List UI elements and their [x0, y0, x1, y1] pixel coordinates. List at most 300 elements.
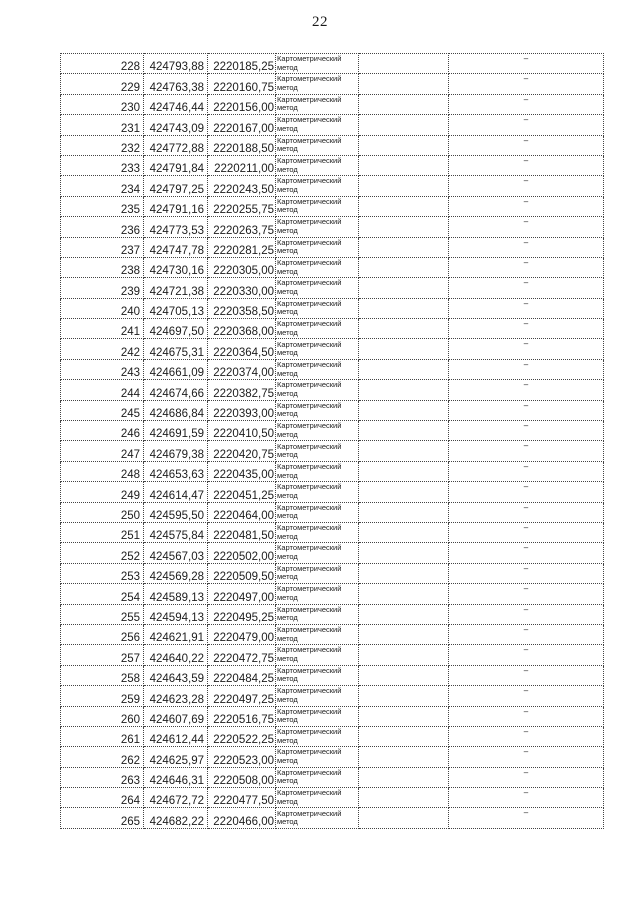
coordinate-y: 2220368,00 — [208, 319, 276, 339]
point-number: 253 — [61, 563, 144, 583]
method-label-line2: метод — [277, 531, 298, 541]
method-cell — [276, 94, 359, 114]
point-number: 241 — [61, 319, 144, 339]
coordinate-x: 424614,47 — [144, 482, 208, 502]
coordinate-y: 2220497,25 — [208, 686, 276, 706]
method-cell — [276, 237, 359, 257]
page-number: 22 — [312, 14, 328, 30]
table-row — [61, 706, 604, 726]
coordinate-y: 2220410,50 — [208, 421, 276, 441]
empty-cell — [359, 339, 449, 359]
note-cell: – — [449, 421, 604, 441]
note-cell: – — [449, 604, 604, 624]
note-cell: – — [449, 706, 604, 726]
coordinate-x: 424791,84 — [144, 155, 208, 175]
note-cell: – — [449, 767, 604, 787]
coordinate-y: 2220374,00 — [208, 359, 276, 379]
method-label-line2: метод — [277, 225, 298, 235]
method-label-line1: Картометрический — [277, 258, 342, 267]
coordinate-y: 2220185,25 — [208, 54, 276, 74]
table-row — [61, 604, 604, 624]
method-cell — [276, 176, 359, 196]
point-number: 242 — [61, 339, 144, 359]
note-cell: – — [449, 298, 604, 318]
method-cell — [276, 461, 359, 481]
note-cell: – — [449, 788, 604, 808]
table-row — [61, 257, 604, 277]
method-cell — [276, 706, 359, 726]
method-label-line2: метод — [277, 409, 298, 419]
note-cell: – — [449, 645, 604, 665]
note-cell: – — [449, 543, 604, 563]
point-number: 264 — [61, 788, 144, 808]
method-label-line1: Картометрический — [277, 54, 342, 64]
method-cell — [276, 624, 359, 644]
method-cell — [276, 278, 359, 298]
method-label-line2: метод — [277, 511, 298, 521]
empty-cell — [359, 257, 449, 277]
empty-cell — [359, 278, 449, 298]
empty-cell — [359, 135, 449, 155]
method-label-line2: метод — [277, 286, 298, 296]
coordinate-y: 2220211,00 — [208, 155, 276, 175]
coordinate-x: 424675,31 — [144, 339, 208, 359]
method-label-line2: метод — [277, 755, 298, 765]
method-label-line1: Картометрический — [277, 461, 342, 471]
coordinate-x: 424567,03 — [144, 543, 208, 563]
method-label-line1: Картометрический — [277, 278, 342, 288]
method-cell — [276, 421, 359, 441]
point-number: 237 — [61, 237, 144, 257]
method-label-line1: Картометрический — [277, 298, 342, 308]
point-number: 240 — [61, 298, 144, 318]
method-label-line1: Картометрический — [277, 94, 342, 104]
method-label-line1: Картометрический — [277, 604, 342, 614]
empty-cell — [359, 155, 449, 175]
table-row — [61, 788, 604, 808]
method-label-line2: метод — [277, 735, 298, 745]
note-cell: – — [449, 278, 604, 298]
empty-cell — [359, 788, 449, 808]
empty-cell — [359, 645, 449, 665]
coordinate-y: 2220466,00 — [208, 808, 276, 828]
method-cell — [276, 788, 359, 808]
coordinate-y: 2220508,00 — [208, 767, 276, 787]
empty-cell — [359, 747, 449, 767]
point-number: 239 — [61, 278, 144, 298]
coordinate-y: 2220495,25 — [208, 604, 276, 624]
coordinate-x: 424621,91 — [144, 624, 208, 644]
point-number: 254 — [61, 584, 144, 604]
coordinate-y: 2220420,75 — [208, 441, 276, 461]
method-cell — [276, 54, 359, 74]
note-cell: – — [449, 584, 604, 604]
empty-cell — [359, 502, 449, 522]
method-cell — [276, 298, 359, 318]
note-cell: – — [449, 400, 604, 420]
coordinate-y: 2220484,25 — [208, 665, 276, 685]
method-cell — [276, 319, 359, 339]
note-cell: – — [449, 441, 604, 461]
method-label-line1: Картометрический — [277, 319, 342, 329]
note-cell: – — [449, 624, 604, 644]
note-cell: – — [449, 482, 604, 502]
empty-cell — [359, 665, 449, 685]
point-number: 248 — [61, 461, 144, 481]
point-number: 228 — [61, 54, 144, 74]
method-cell — [276, 808, 359, 828]
note-cell: – — [449, 522, 604, 542]
point-number: 230 — [61, 94, 144, 114]
note-cell: – — [449, 237, 604, 257]
coordinate-y: 2220156,00 — [208, 94, 276, 114]
method-cell — [276, 645, 359, 665]
empty-cell — [359, 686, 449, 706]
method-label-line2: метод — [277, 327, 298, 337]
coordinate-y: 2220393,00 — [208, 400, 276, 420]
point-number: 250 — [61, 502, 144, 522]
coordinate-x: 424589,13 — [144, 584, 208, 604]
method-cell — [276, 584, 359, 604]
table-row — [61, 217, 604, 237]
note-cell: – — [449, 339, 604, 359]
coordinate-x: 424793,88 — [144, 54, 208, 74]
method-label-line1: Картометрический — [277, 74, 342, 84]
point-number: 245 — [61, 400, 144, 420]
method-cell — [276, 217, 359, 237]
method-label-line2: метод — [277, 205, 298, 215]
table-row — [61, 421, 604, 441]
point-number: 243 — [61, 359, 144, 379]
coordinate-x: 424643,59 — [144, 665, 208, 685]
table-row — [61, 767, 604, 787]
method-cell — [276, 196, 359, 216]
method-label-line1: Картометрический — [277, 563, 342, 573]
point-number: 235 — [61, 196, 144, 216]
method-label-line1: Картометрический — [277, 441, 342, 451]
point-number: 249 — [61, 482, 144, 502]
method-label-line1: Картометрический — [277, 339, 342, 349]
empty-cell — [359, 237, 449, 257]
method-label-line2: метод — [277, 592, 298, 602]
method-label-line2: метод — [277, 266, 298, 276]
note-cell: – — [449, 808, 604, 828]
note-cell: – — [449, 196, 604, 216]
coordinates-table — [60, 53, 604, 829]
method-label-line2: метод — [277, 694, 298, 704]
table-row — [61, 94, 604, 114]
table-row — [61, 808, 604, 828]
coordinate-x: 424661,09 — [144, 359, 208, 379]
note-cell: – — [449, 115, 604, 135]
coordinate-y: 2220364,50 — [208, 339, 276, 359]
method-cell — [276, 339, 359, 359]
coordinate-x: 424697,50 — [144, 319, 208, 339]
method-cell — [276, 380, 359, 400]
note-cell: – — [449, 502, 604, 522]
method-label-line1: Картометрический — [277, 176, 342, 186]
method-label-line2: метод — [277, 817, 298, 827]
coordinate-x: 424623,28 — [144, 686, 208, 706]
coordinate-y: 2220255,75 — [208, 196, 276, 216]
point-number: 244 — [61, 380, 144, 400]
table-row — [61, 237, 604, 257]
coordinate-x: 424612,44 — [144, 726, 208, 746]
method-label-line2: метод — [277, 307, 298, 317]
method-label-line2: метод — [277, 62, 298, 72]
point-number: 263 — [61, 767, 144, 787]
empty-cell — [359, 482, 449, 502]
empty-cell — [359, 359, 449, 379]
method-cell — [276, 767, 359, 787]
table-row — [61, 441, 604, 461]
table-row — [61, 543, 604, 563]
coordinate-x: 424791,16 — [144, 196, 208, 216]
table-row — [61, 645, 604, 665]
note-cell: – — [449, 135, 604, 155]
table-row — [61, 563, 604, 583]
note-cell: – — [449, 257, 604, 277]
coordinate-y: 2220481,50 — [208, 522, 276, 542]
method-label-line1: Картометрический — [277, 726, 342, 736]
method-label-line2: метод — [277, 715, 298, 725]
method-label-line1: Картометрический — [277, 380, 342, 390]
coordinate-x: 424746,44 — [144, 94, 208, 114]
point-number: 234 — [61, 176, 144, 196]
table-row — [61, 319, 604, 339]
empty-cell — [359, 767, 449, 787]
method-label-line1: Картометрический — [277, 686, 342, 696]
method-cell — [276, 726, 359, 746]
coordinate-y: 2220382,75 — [208, 380, 276, 400]
table-row — [61, 400, 604, 420]
method-cell — [276, 747, 359, 767]
empty-cell — [359, 319, 449, 339]
method-label-line2: метод — [277, 552, 298, 562]
note-cell: – — [449, 726, 604, 746]
coordinate-x: 424773,53 — [144, 217, 208, 237]
coordinate-y: 2220502,00 — [208, 543, 276, 563]
table-row — [61, 482, 604, 502]
note-cell: – — [449, 94, 604, 114]
empty-cell — [359, 115, 449, 135]
empty-cell — [359, 604, 449, 624]
point-number: 251 — [61, 522, 144, 542]
coordinate-x: 424674,66 — [144, 380, 208, 400]
method-cell — [276, 441, 359, 461]
coordinate-x: 424569,28 — [144, 563, 208, 583]
note-cell: – — [449, 461, 604, 481]
method-label-line1: Картометрический — [277, 808, 342, 818]
method-label-line1: Картометрический — [277, 421, 342, 431]
point-number: 229 — [61, 74, 144, 94]
method-label-line2: метод — [277, 83, 298, 93]
point-number: 231 — [61, 115, 144, 135]
method-label-line2: метод — [277, 654, 298, 664]
empty-cell — [359, 380, 449, 400]
point-number: 246 — [61, 421, 144, 441]
method-label-line2: метод — [277, 144, 298, 154]
coordinate-x: 424640,22 — [144, 645, 208, 665]
table-row — [61, 726, 604, 746]
method-label-line2: метод — [277, 185, 298, 195]
method-label-line2: метод — [277, 674, 298, 684]
coordinate-y: 2220464,00 — [208, 502, 276, 522]
table-row — [61, 665, 604, 685]
table-row — [61, 359, 604, 379]
method-label-line1: Картометрический — [277, 135, 342, 145]
note-cell: – — [449, 319, 604, 339]
method-label-line2: метод — [277, 572, 298, 582]
method-cell — [276, 257, 359, 277]
table-row — [61, 747, 604, 767]
coordinate-x: 424772,88 — [144, 135, 208, 155]
point-number: 258 — [61, 665, 144, 685]
empty-cell — [359, 543, 449, 563]
note-cell: – — [449, 665, 604, 685]
empty-cell — [359, 400, 449, 420]
method-cell — [276, 135, 359, 155]
method-label-line2: метод — [277, 429, 298, 439]
coordinate-y: 2220497,00 — [208, 584, 276, 604]
coordinate-y: 2220305,00 — [208, 257, 276, 277]
table-row — [61, 502, 604, 522]
coordinate-x: 424743,09 — [144, 115, 208, 135]
coordinate-x: 424763,38 — [144, 74, 208, 94]
method-cell — [276, 74, 359, 94]
coordinate-x: 424595,50 — [144, 502, 208, 522]
empty-cell — [359, 94, 449, 114]
coordinate-x: 424594,13 — [144, 604, 208, 624]
method-cell — [276, 522, 359, 542]
method-label-line2: метод — [277, 450, 298, 460]
table-row — [61, 54, 604, 74]
table-row — [61, 74, 604, 94]
coordinate-y: 2220477,50 — [208, 788, 276, 808]
note-cell: – — [449, 747, 604, 767]
point-number: 236 — [61, 217, 144, 237]
method-label-line1: Картометрический — [277, 400, 342, 410]
method-cell — [276, 482, 359, 502]
table-row — [61, 339, 604, 359]
note-cell: – — [449, 686, 604, 706]
method-label-line1: Картометрический — [277, 645, 342, 655]
note-cell: – — [449, 176, 604, 196]
method-label-line2: метод — [277, 388, 298, 398]
empty-cell — [359, 217, 449, 237]
point-number: 259 — [61, 686, 144, 706]
method-label-line2: метод — [277, 348, 298, 358]
method-label-line1: Картометрический — [277, 359, 342, 369]
table-row — [61, 686, 604, 706]
empty-cell — [359, 176, 449, 196]
empty-cell — [359, 624, 449, 644]
method-cell — [276, 502, 359, 522]
method-label-line2: метод — [277, 796, 298, 806]
coordinate-x: 424607,69 — [144, 706, 208, 726]
coordinate-y: 2220509,50 — [208, 563, 276, 583]
note-cell: – — [449, 380, 604, 400]
coordinate-x: 424691,59 — [144, 421, 208, 441]
method-label-line1: Картометрический — [277, 788, 342, 798]
method-label-line1: Картометрический — [277, 665, 342, 675]
method-label-line2: метод — [277, 246, 298, 256]
empty-cell — [359, 726, 449, 746]
method-label-line1: Картометрический — [277, 767, 342, 777]
coordinate-y: 2220516,75 — [208, 706, 276, 726]
coordinate-y: 2220435,00 — [208, 461, 276, 481]
coordinate-x: 424721,38 — [144, 278, 208, 298]
coordinate-y: 2220472,75 — [208, 645, 276, 665]
coordinate-y: 2220281,25 — [208, 237, 276, 257]
coordinate-x: 424705,13 — [144, 298, 208, 318]
method-label-line1: Картометрический — [277, 196, 342, 206]
method-label-line1: Картометрический — [277, 237, 342, 247]
point-number: 260 — [61, 706, 144, 726]
coordinate-y: 2220358,50 — [208, 298, 276, 318]
empty-cell — [359, 522, 449, 542]
method-cell — [276, 665, 359, 685]
method-label-line2: метод — [277, 368, 298, 378]
coordinate-x: 424625,97 — [144, 747, 208, 767]
empty-cell — [359, 196, 449, 216]
note-cell: – — [449, 563, 604, 583]
method-label-line1: Картометрический — [277, 543, 342, 553]
coordinate-y: 2220330,00 — [208, 278, 276, 298]
coordinate-x: 424646,31 — [144, 767, 208, 787]
method-cell — [276, 359, 359, 379]
method-label-line1: Картометрический — [277, 156, 342, 166]
empty-cell — [359, 706, 449, 726]
method-label-line1: Картометрический — [277, 523, 342, 533]
coordinate-x: 424730,16 — [144, 257, 208, 277]
point-number: 257 — [61, 645, 144, 665]
coordinate-x: 424682,22 — [144, 808, 208, 828]
note-cell: – — [449, 74, 604, 94]
coordinate-y: 2220451,25 — [208, 482, 276, 502]
table-row — [61, 584, 604, 604]
method-label-line2: метод — [277, 103, 298, 113]
coordinate-y: 2220263,75 — [208, 217, 276, 237]
empty-cell — [359, 441, 449, 461]
point-number: 262 — [61, 747, 144, 767]
method-label-line1: Картометрический — [277, 625, 342, 635]
table-row — [61, 155, 604, 175]
coordinate-x: 424672,72 — [144, 788, 208, 808]
table-row — [61, 278, 604, 298]
point-number: 261 — [61, 726, 144, 746]
method-label-line1: Картометрический — [277, 584, 342, 594]
empty-cell — [359, 461, 449, 481]
method-cell — [276, 543, 359, 563]
method-label-line2: метод — [277, 470, 298, 480]
method-label-line1: Картометрический — [277, 482, 342, 492]
table-row — [61, 176, 604, 196]
coordinate-x: 424686,84 — [144, 400, 208, 420]
method-label-line2: метод — [277, 490, 298, 500]
method-cell — [276, 155, 359, 175]
coordinate-y: 2220160,75 — [208, 74, 276, 94]
table-row — [61, 380, 604, 400]
method-label-line2: метод — [277, 164, 298, 174]
empty-cell — [359, 421, 449, 441]
point-number: 255 — [61, 604, 144, 624]
coordinate-x: 424653,63 — [144, 461, 208, 481]
empty-cell — [359, 584, 449, 604]
table-row — [61, 196, 604, 216]
table-row — [61, 135, 604, 155]
empty-cell — [359, 298, 449, 318]
